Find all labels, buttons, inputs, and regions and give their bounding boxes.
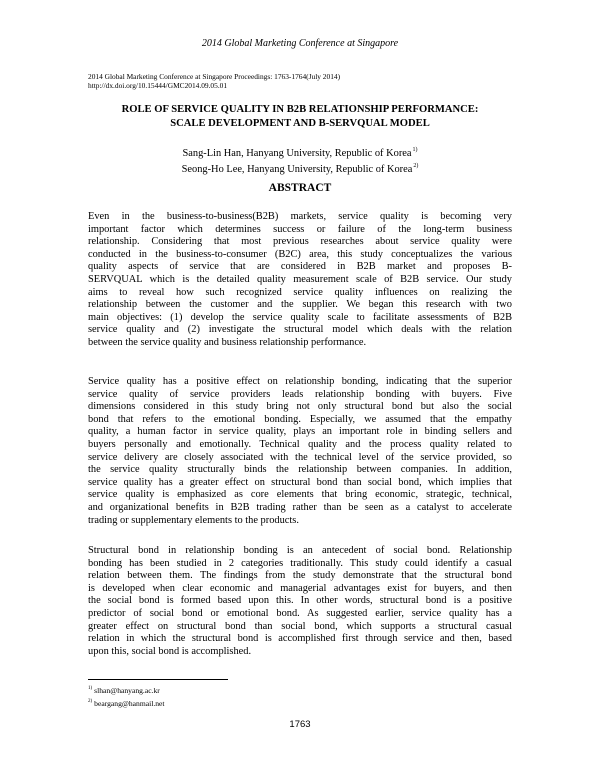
paragraph-line: conducted in the business-to-consumer (B2C) area, this study conceptualizes the various	[88, 248, 512, 260]
paragraph-line: service quality is emphasized as core elements that bring economic, strategic, technical,	[88, 489, 512, 501]
author-2	[0, 160, 600, 176]
footnote-2-mark: 2)	[88, 699, 93, 704]
paragraph-line: bond that refers to the emotional bonding. Especially, we assumed that the empathy	[88, 413, 512, 425]
paragraph-line: relation between them. The findings from the study demonstrate that the structural bond	[88, 570, 512, 582]
paragraph-line: service delivery are closely associated with the technical level of the service provided, so	[88, 451, 512, 463]
footnote-2-email: beargang@hanmail.net	[94, 699, 165, 708]
paragraph-line: Even in the business-to-business(B2B) markets, service quality is becoming very	[88, 211, 512, 222]
paragraph-line: the social bond is formed based upon this. In other words, structural bond is a positive	[88, 595, 512, 607]
paragraph-line: greater effect on structural bond than social bond, which supports a structural casual	[88, 620, 512, 632]
paragraph-line: is developed when clear economic and managerial advantages exist for buyers, and then	[88, 582, 512, 594]
paragraph-line: upon this, social bond is accomplished.	[88, 645, 252, 657]
paragraph-line: important factor which determines success or failure of the long-term business	[88, 223, 512, 235]
paragraph-line: quality aspects of service that are considered in B2B market and proposes B-	[88, 261, 512, 273]
footnote-divider	[88, 679, 228, 680]
running-head: 2014 Global Marketing Conference at Singapore	[201, 38, 399, 49]
paragraph-line: relation in which the structural bond is accomplished first through service and then, based	[88, 633, 512, 645]
paragraph-line: Service quality has a positive effect on relationship bonding, indicating that the superior	[88, 376, 512, 387]
abstract-paragraph-2	[88, 376, 512, 527]
abstract-paragraph-1	[88, 211, 512, 350]
proceedings-info	[88, 72, 340, 90]
paragraph-line: and organizational benefits in B2B trading rather than be seen as a catalyst to accelerate	[88, 501, 512, 513]
abstract-heading: ABSTRACT	[268, 182, 332, 194]
paper-title	[40, 103, 560, 131]
paragraph-line: main objectives: (1) develop the service quality scale to facilitate assessments of B2B	[88, 311, 512, 323]
paragraph-line: SERVQUAL which is the detailed quality measurement scale of B2B service. Our study	[88, 273, 512, 285]
paragraph-line: service quality has a greater effect on structural bond than social bond, which implies that	[88, 476, 512, 488]
footnotes	[88, 683, 165, 709]
author-1	[0, 144, 600, 160]
paragraph-line: Structural bond in relationship bonding is an antecedent of social bond. Relationship	[88, 545, 512, 556]
footnote-1-mark: 1)	[88, 686, 93, 691]
paragraph-line: service quality of service providers leads relationship bonding with buyers. Five	[88, 388, 512, 400]
paragraph-line: between the service quality and business relationship performance.	[88, 336, 367, 348]
author-2-footnote-mark: 2)	[413, 163, 419, 169]
title-line-2: SCALE DEVELOPMENT AND B-SERVQUAL MODEL	[170, 118, 430, 129]
paragraph-line: trading or supplementary elements to the products.	[88, 514, 299, 526]
paragraph-line: dimensions considered in this study bring not only structural bond but also the social	[88, 401, 512, 413]
footnote-2	[88, 696, 165, 709]
paragraph-line: bonding has been studied in 2 categories traditionally. This study could identify a casual	[88, 557, 512, 569]
paragraph-line: aims to reveal how such recognized service quality influences on realizing the	[88, 286, 512, 298]
page-number: 1763	[289, 719, 311, 730]
paragraph-line: buyers personally and emotionally. Technical quality and the process quality related to	[88, 438, 512, 450]
proceedings-line: 2014 Global Marketing Conference at Singapore Proceedings: 1763-1764(July 2014)	[88, 72, 341, 81]
footnote-1-email: slhan@hanyang.ac.kr	[94, 686, 160, 695]
paragraph-line: relationship. Considering that most previous researches about service quality were	[88, 236, 512, 248]
paragraph-line: predictor of social bond or emotional bond. As suggested earlier, service quality has a	[88, 607, 512, 619]
abstract-paragraph-3	[88, 545, 512, 658]
paragraph-line: relationship between the customer and the supplier. We began this research with two	[88, 299, 512, 311]
footnote-1	[88, 683, 165, 696]
author-1-text: Sang-Lin Han, Hanyang University, Republic of Korea	[182, 148, 412, 159]
doi-line: http://dx.doi.org/10.15444/GMC2014.09.05.01	[88, 81, 228, 90]
paragraph-line: service quality and (2) investigate the structural model which deals with the relation	[88, 324, 512, 336]
paragraph-line: quality, a human factor in service quality, plays an important role in binding sellers and	[88, 426, 512, 438]
paragraph-line: the service quality structurally binds the relationship between companies. In addition,	[88, 464, 512, 476]
author-list	[0, 144, 600, 176]
author-2-text: Seong-Ho Lee, Hanyang University, Republic of Korea	[181, 164, 413, 175]
author-1-footnote-mark: 1)	[412, 147, 418, 153]
title-line-1: ROLE OF SERVICE QUALITY IN B2B RELATIONSHIP PERFORMANCE:	[121, 104, 479, 115]
